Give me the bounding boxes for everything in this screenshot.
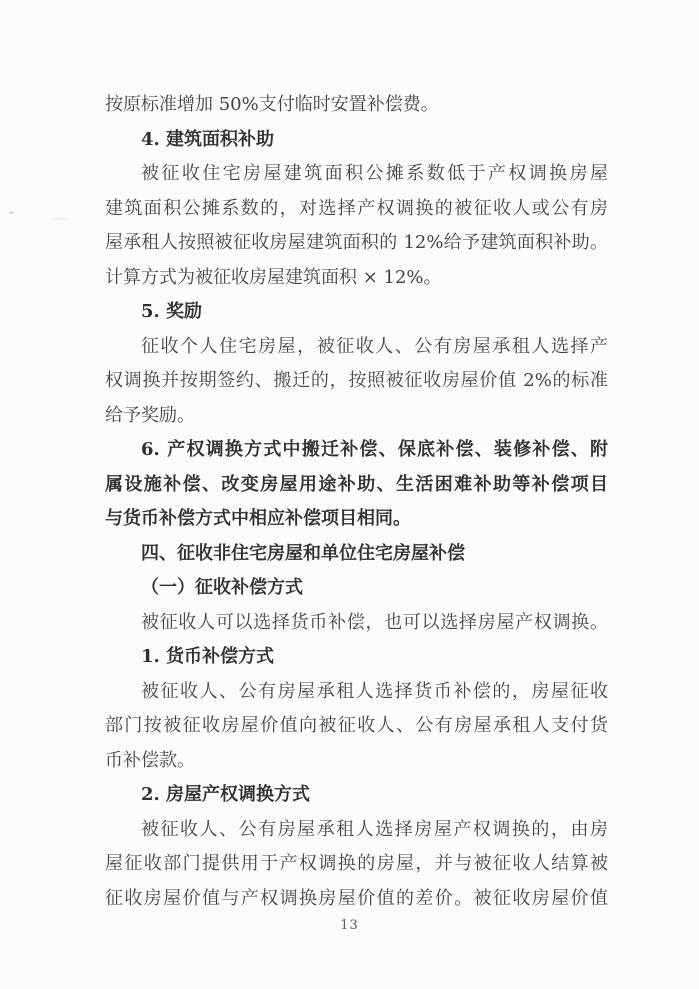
scan-artifact: [9, 211, 14, 214]
heading-subsection-1: （一）征收补偿方式: [141, 577, 303, 598]
text-line: 被征收人、公有房屋承租人选择房屋产权调换的，由房: [141, 818, 608, 840]
text-line: 征收个人住宅房屋，被征收人、公有房屋承租人选择产: [141, 335, 608, 357]
heading-5-reward: 5. 奖励: [141, 301, 203, 322]
heading-4-building-area: 4. 建筑面积补助: [141, 128, 275, 150]
text-line: 屋征收部门提供用于产权调换的房屋，并与被征收人结算被: [105, 853, 608, 874]
text-line: 屋承租人按照被征收房屋建筑面积的 12%给予建筑面积补助。: [105, 232, 608, 253]
text-line: 被征收人、公有房屋承租人选择货币补偿的，房屋征收: [141, 680, 608, 702]
text-line: 给予奖励。: [105, 404, 195, 426]
document-body: [105, 88, 608, 916]
text-line: 建筑面积公摊系数的，对选择产权调换的被征收人或公有房: [105, 197, 608, 219]
text-line: 被征收住宅房屋建筑面积公摊系数低于产权调换房屋: [141, 163, 608, 184]
page-number: 13: [340, 918, 359, 933]
text-line: 被征收人可以选择货币补偿，也可以选择房屋产权调换。: [141, 611, 608, 633]
heading-2-property-swap: 2. 房屋产权调换方式: [141, 784, 311, 805]
text-line-continuation: 按原标准增加 50%支付临时安置补偿费。: [105, 94, 439, 115]
text-line: 部门按被征收房屋价值向被征收人、公有房屋承租人支付货: [105, 715, 608, 736]
heading-6-swap-items: 6. 产权调换方式中搬迁补偿、保底补偿、装修补偿、附: [141, 439, 608, 460]
text-line: 币补偿款。: [105, 749, 195, 771]
scan-artifact: [148, 203, 160, 210]
text-line: 权调换并按期签约、搬迁的，按照被征收房屋价值 2%的标准: [105, 370, 608, 391]
heading-section-4: 四、征收非住宅房屋和单位住宅房屋补偿: [141, 542, 465, 564]
text-line: 计算方式为被征收房屋建筑面积 × 12%。: [105, 266, 442, 288]
heading-1-money-comp: 1. 货币补偿方式: [141, 646, 275, 667]
scan-artifact: [228, 213, 235, 216]
heading-6-line-3: 与货币补偿方式中相应补偿项目相同。: [105, 508, 411, 529]
heading-6-line-2: 属设施补偿、改变房屋用途补助、生活困难补助等补偿项目: [105, 473, 608, 495]
text-line: 征收房屋价值与产权调换房屋价值的差价。被征收房屋价值: [105, 887, 608, 909]
scan-artifact: [52, 218, 68, 220]
